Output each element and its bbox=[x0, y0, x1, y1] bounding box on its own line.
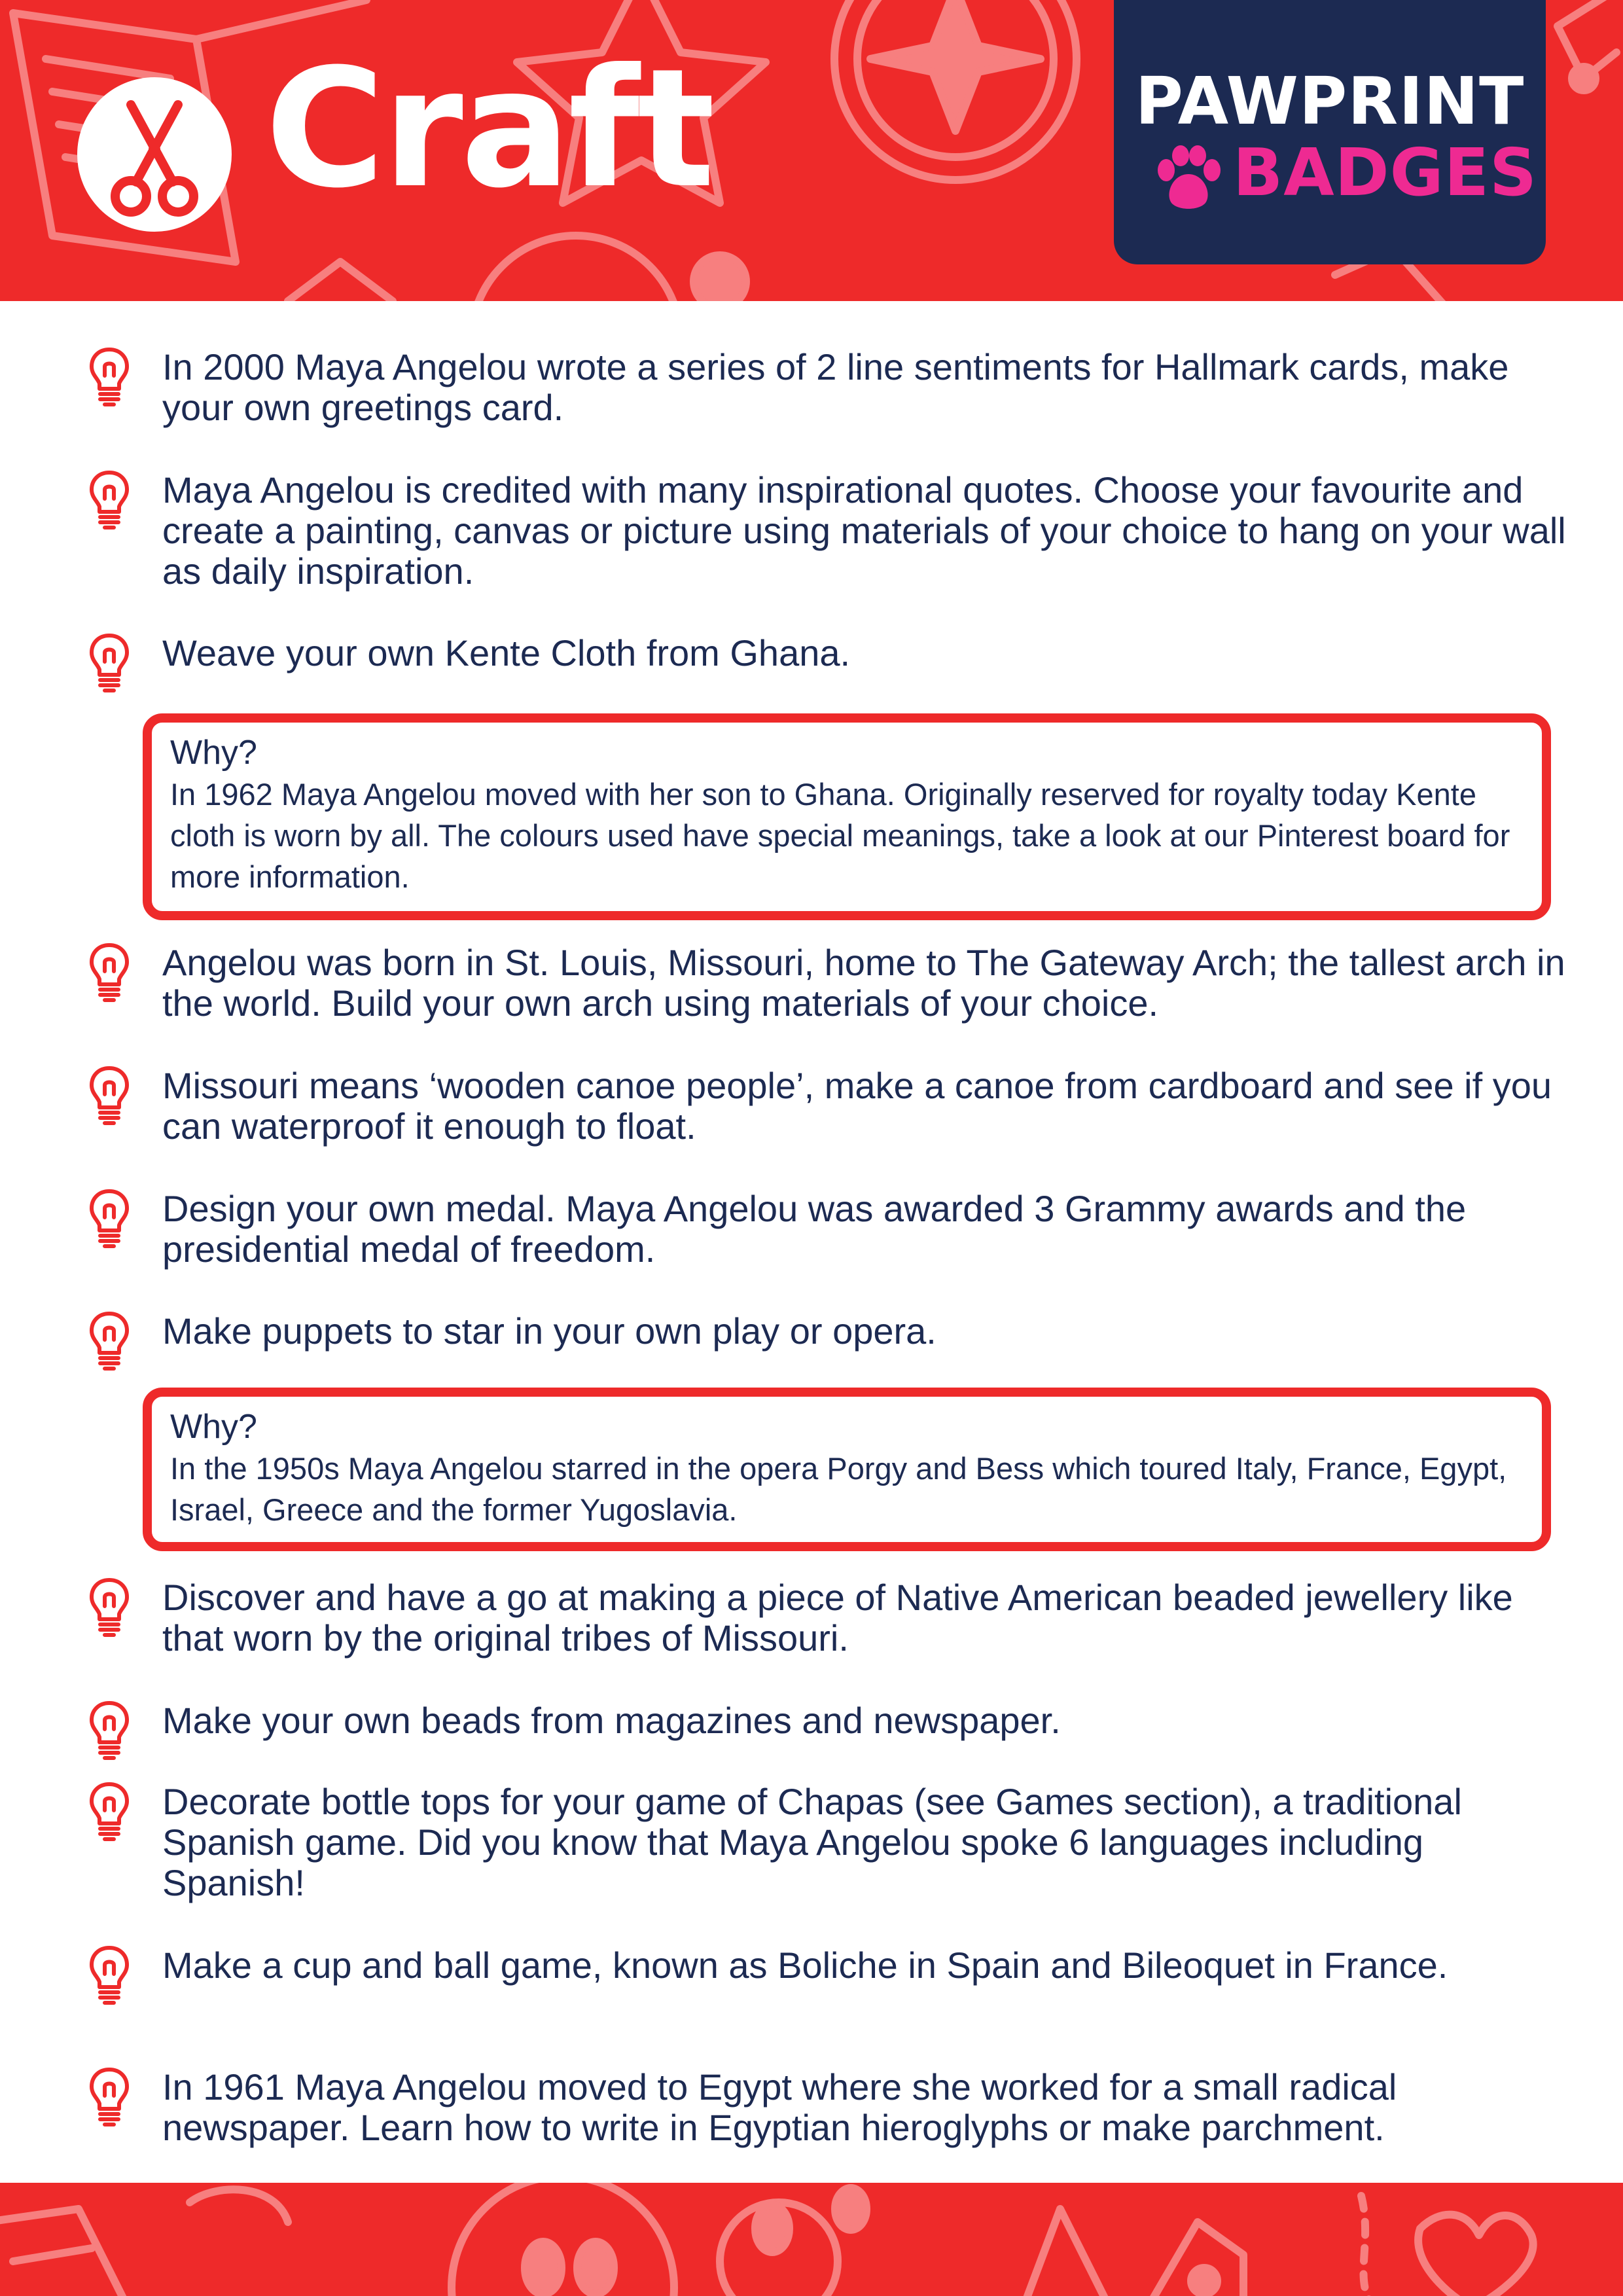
why-heading: Why? bbox=[170, 1408, 257, 1446]
lightbulb-icon bbox=[89, 1577, 130, 1638]
list-item-text: Make a cup and ball game, known as Boliche in Spain and Bileoquet in France. bbox=[162, 1945, 1448, 1986]
brand-name-line1: PAWPRINT bbox=[1135, 63, 1525, 139]
scissors-icon bbox=[76, 76, 233, 233]
why-heading: Why? bbox=[170, 734, 257, 772]
lightbulb-icon bbox=[89, 470, 130, 530]
decorative-doodles bbox=[0, 2183, 1623, 2296]
why-body: In the 1950s Maya Angelou starred in the opera Porgy and Bess which toured Italy, France, Egypt, Israel, Greece and the former Yugoslavia. bbox=[170, 1451, 1507, 1527]
lightbulb-icon bbox=[89, 633, 130, 693]
why-callout bbox=[143, 713, 1551, 920]
list-item-text: Weave your own Kente Cloth from Ghana. bbox=[162, 632, 851, 673]
footer-banner bbox=[0, 2183, 1623, 2296]
list-item-text: Maya Angelou is credited with many inspirational quotes. Choose your favourite and create a painting, canvas or picture using materials of your choice to hang on your wall as daily inspiration. bbox=[162, 469, 1566, 592]
list-item-text: In 2000 Maya Angelou wrote a series of 2 line sentiments for Hallmark cards, make your own greetings card. bbox=[162, 346, 1509, 428]
why-body: In 1962 Maya Angelou moved with her son to Ghana. Originally reserved for royalty today Kente cloth is worn by all. The colours used have special meanings, take a look at our Pinterest board for more information. bbox=[170, 777, 1510, 894]
page-title: Craft bbox=[265, 33, 713, 224]
brand-name-line2: BADGES bbox=[1233, 134, 1538, 211]
brand-logo bbox=[1114, 0, 1546, 264]
lightbulb-icon bbox=[89, 942, 130, 1003]
list-item-text: Make your own beads from magazines and newspaper. bbox=[162, 1700, 1061, 1741]
list-item-text: Angelou was born in St. Louis, Missouri, home to The Gateway Arch; the tallest arch in the world. Build your own arch using materials of your choice. bbox=[162, 942, 1565, 1024]
list-item-text: In 1961 Maya Angelou moved to Egypt where she worked for a small radical newspaper. Learn how to write in Egyptian hieroglyphs or make parchment. bbox=[162, 2066, 1397, 2148]
lightbulb-icon bbox=[89, 347, 130, 407]
header-banner bbox=[0, 0, 1623, 301]
list-item-text: Decorate bottle tops for your game of Chapas (see Games section), a traditional Spanish game. Did you know that Maya Angelou spoke 6 languages including Spanish! bbox=[162, 1781, 1462, 1903]
list-item-text: Missouri means ‘wooden canoe people’, make a canoe from cardboard and see if you can waterproof it enough to float. bbox=[162, 1065, 1552, 1147]
lightbulb-icon bbox=[89, 1700, 130, 1761]
lightbulb-icon bbox=[89, 1782, 130, 1842]
list-item-text: Discover and have a go at making a piece of Native American beaded jewellery like that worn by the original tribes of Missouri. bbox=[162, 1577, 1513, 1659]
lightbulb-icon bbox=[89, 2067, 130, 2127]
lightbulb-icon bbox=[89, 1311, 130, 1371]
list-item-text: Design your own medal. Maya Angelou was awarded 3 Grammy awards and the presidential medal of freedom. bbox=[162, 1188, 1467, 1270]
list-item-text: Make puppets to star in your own play or opera. bbox=[162, 1310, 936, 1352]
paw-icon bbox=[1153, 145, 1224, 211]
lightbulb-icon bbox=[89, 1945, 130, 2005]
lightbulb-icon bbox=[89, 1066, 130, 1126]
lightbulb-icon bbox=[89, 1189, 130, 1249]
why-callout bbox=[143, 1388, 1551, 1551]
